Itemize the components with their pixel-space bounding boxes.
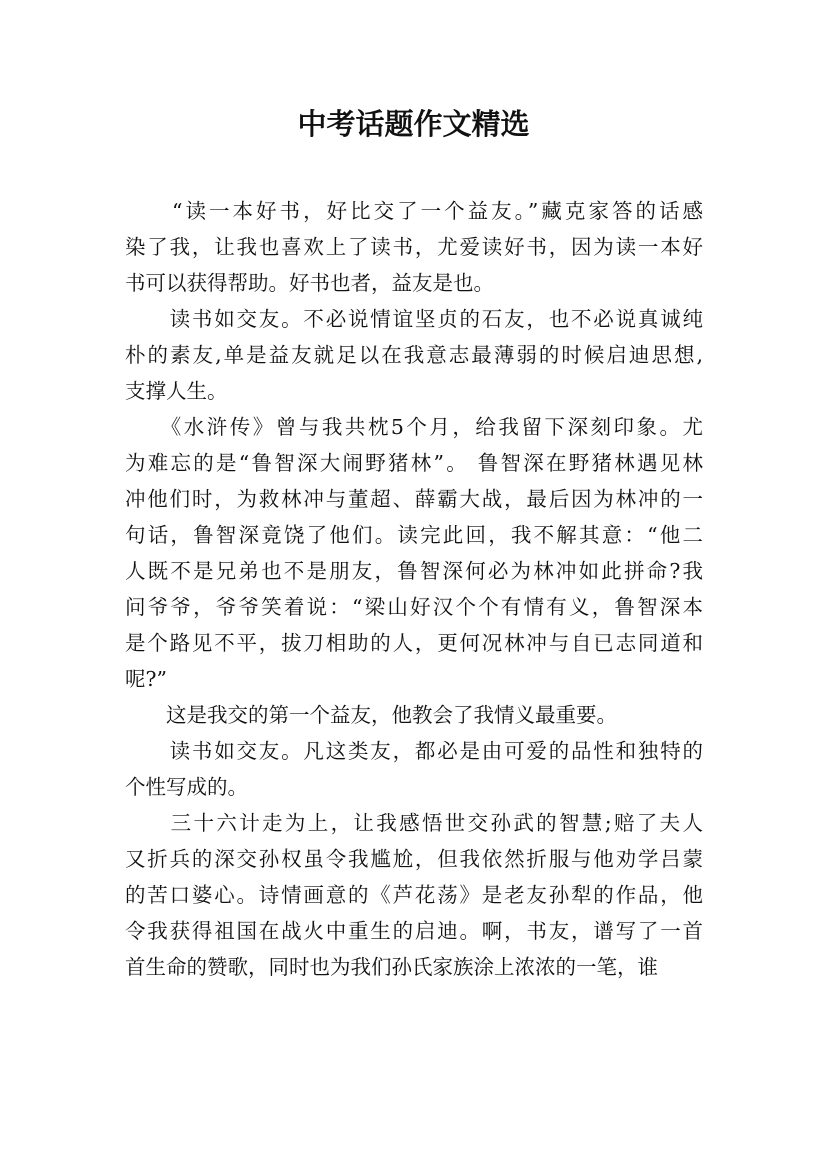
text-line: 读书如交友。不必说情谊坚贞的石友，也不必说真诚纯 — [125, 307, 703, 331]
text-line: 是个路见不平，拔刀相助的人，更何况林冲与自已志同道和 — [125, 631, 703, 655]
text-line: 又折兵的深交孙权虽令我尴尬，但我依然折服与他劝学吕蒙 — [125, 847, 703, 871]
text-line: 为难忘的是“鲁智深大闹野猪林”。 鲁智深在野猪林遇见林 — [125, 451, 703, 475]
text-line: 冲他们时，为救林冲与董超、薛霸大战，最后因为林冲的一 — [125, 487, 703, 511]
text-line: 问爷爷，爷爷笑着说：“梁山好汉个个有情有义，鲁智深本 — [125, 595, 703, 619]
document-body — [125, 193, 703, 985]
text-line: 呢?” — [125, 667, 167, 691]
text-line: 人既不是兄弟也不是朋友，鲁智深何必为林冲如此拼命?我 — [125, 559, 703, 583]
text-line: 令我获得祖国在战火中重生的启迪。啊，书友，谱写了一首 — [125, 919, 703, 943]
paragraph — [125, 193, 703, 301]
text-line: 染了我，让我也喜欢上了读书，尤爱读好书，因为读一本好 — [125, 235, 703, 259]
text-line: 支撑人生。 — [125, 379, 228, 403]
text-line: 的苦口婆心。诗情画意的《芦花荡》是老友孙犁的作品，他 — [125, 883, 703, 907]
text-line: 《水浒传》曾与我共枕5个月，给我留下深刻印象。尤 — [125, 415, 703, 439]
paragraph — [125, 301, 703, 409]
text-line: 首生命的赞歌，同时也为我们孙氏家族涂上浓浓的一笔，谁 — [125, 955, 658, 979]
text-line: 这是我交的第一个益友，他教会了我情义最重要。 — [125, 703, 617, 727]
text-line: 朴的素友,单是益友就足以在我意志最薄弱的时候启迪思想, — [125, 343, 703, 367]
text-line: 书可以获得帮助。好书也者，益友是也。 — [125, 271, 494, 295]
text-line: 三十六计走为上，让我感悟世交孙武的智慧;赔了夫人 — [125, 811, 703, 835]
paragraph — [125, 733, 703, 805]
text-line: 句话，鲁智深竟饶了他们。读完此回，我不解其意：“他二 — [125, 523, 703, 547]
paragraph — [125, 805, 703, 985]
text-line: “读一本好书，好比交了一个益友。”藏克家答的话感 — [125, 199, 703, 223]
text-line: 读书如交友。凡这类友，都必是由可爱的品性和独特的 — [125, 739, 703, 763]
document-title: 中考话题作文精选 — [297, 107, 530, 141]
text-line: 个性写成的。 — [125, 775, 248, 799]
paragraph — [125, 697, 703, 733]
paragraph — [125, 409, 703, 697]
